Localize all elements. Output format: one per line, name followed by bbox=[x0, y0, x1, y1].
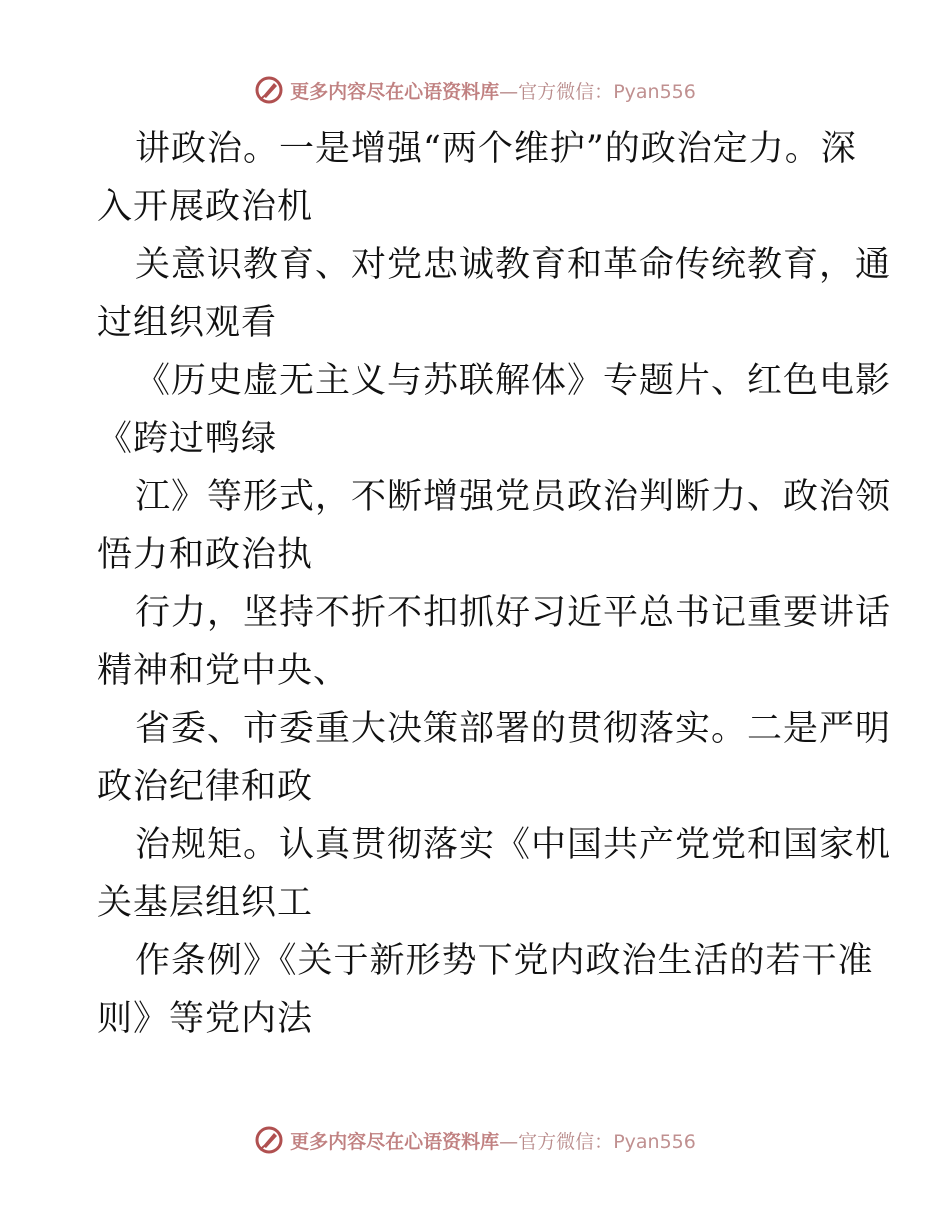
text-line: 行力，坚持不折不扣抓好习近平总书记重要讲话 bbox=[135, 593, 892, 633]
text-line: 则》等党内法 bbox=[97, 999, 314, 1039]
watermark-dash: — bbox=[499, 80, 519, 103]
text-line: 关基层组织工 bbox=[97, 883, 314, 923]
text-line: 讲政治。一是增强“两个维护”的政治定力。深 bbox=[135, 129, 857, 169]
text-line: 江》等形式，不断增强党员政治判断力、政治领 bbox=[135, 477, 892, 517]
text-line: 政治纪律和政 bbox=[97, 767, 314, 807]
watermark-text bbox=[290, 77, 696, 104]
pen-logo-icon bbox=[254, 75, 284, 105]
watermark-id: Pyan556 bbox=[613, 80, 696, 103]
text-line: 关意识教育、对党忠诚教育和革命传统教育，通 bbox=[135, 245, 892, 285]
footer-watermark bbox=[0, 1120, 950, 1160]
watermark-text bbox=[290, 1127, 696, 1154]
text-line: 入开展政治机 bbox=[97, 187, 314, 227]
text-line: 《跨过鸭绿 bbox=[97, 419, 278, 459]
header-watermark bbox=[0, 70, 950, 110]
text-line: 悟力和政治执 bbox=[97, 535, 314, 575]
text-line: 省委、市委重大决策部署的贯彻落实。二是严明 bbox=[135, 709, 892, 749]
document-body bbox=[97, 120, 892, 1048]
text-line: 《历史虚无主义与苏联解体》专题片、红色电影 bbox=[135, 361, 892, 401]
watermark-id: Pyan556 bbox=[613, 1130, 696, 1153]
text-line: 精神和党中央、 bbox=[97, 651, 350, 691]
watermark-main: 更多内容尽在心语资料库 bbox=[290, 1130, 500, 1153]
pen-logo-icon bbox=[254, 1125, 284, 1155]
watermark-main: 更多内容尽在心语资料库 bbox=[290, 80, 500, 103]
watermark-suffix: 官方微信： bbox=[518, 80, 614, 103]
text-line: 作条例》《关于新形势下党内政治生活的若干准 bbox=[135, 941, 874, 981]
text-line: 过组织观看 bbox=[97, 303, 278, 343]
watermark-suffix: 官方微信： bbox=[518, 1130, 614, 1153]
text-line: 治规矩。认真贯彻落实《中国共产党党和国家机 bbox=[135, 825, 892, 865]
watermark-dash: — bbox=[499, 1130, 519, 1153]
